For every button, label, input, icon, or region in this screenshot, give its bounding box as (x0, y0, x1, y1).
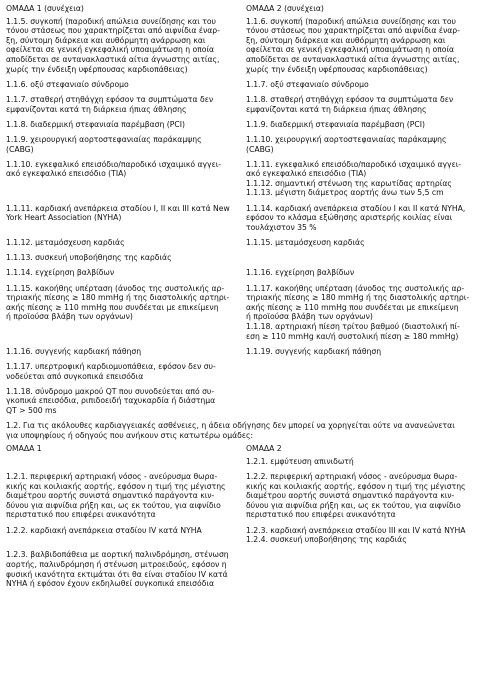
group2-continued-header: ΟΜΑΔΑ 2 (συνέχεια) (246, 4, 324, 13)
group2-condition: 1.2.2. περιφερική αρτηριακή νόσος - ανεύρυσμα θωρα- κικής και κοιλιακής αορτής, εφόσον η τιμή της μέγιστης διαμέτρου αορτής συνιστά σημαντικό παράγοντα κιν- δύνου για αιφνίδια ρήξη και, ως εκ τούτου, για αιφνίδιο περιστατικό που επιφέρει ανικανότητα (246, 472, 466, 520)
group1-condition: 1.1.11. καρδιακή ανεπάρκεια σταδίου I, II και III κατά New York Heart Association (NYHA) (6, 203, 230, 223)
condition-row (6, 550, 478, 588)
group1-condition: 1.2.3. βαλβιδοπάθεια με αορτική παλινδρόμηση, στένωση αορτής, παλινδρόμηση ή στένωση μιτροειδούς, εφόσον η φυσική ικανότητα εκτιμάται ότι θα είναι σταδίου IV κατά NYHA ή εφόσον έχουν εκδηλωθεί συγκοπικά επεισόδια (6, 550, 229, 589)
group2-condition (246, 387, 478, 416)
condition-row (6, 472, 478, 520)
group2-condition (246, 550, 478, 588)
condition-row (6, 160, 478, 198)
condition-row (6, 526, 478, 545)
top-group-headers (6, 4, 478, 14)
condition-row (6, 362, 478, 381)
condition-row (6, 17, 478, 75)
condition-row (6, 347, 478, 357)
group1-condition: 1.2.1. περιφερική αρτηριακή νόσος - ανεύρυσμα θωρα- κικής και κοιλιακής αορτής, εφόσον η τιμή της μέγιστης διαμέτρου αορτής συνιστά σημαντικό παράγοντα κιν- δύνου για αιφνίδια ρήξη και, ως εκ τούτου, για αιφνίδιο περιστατικό που επιφέρει ανικανότητα (6, 472, 226, 520)
group1-condition: 1.1.12. μεταμόσχευση καρδιάς (6, 238, 125, 248)
group1-condition: 1.1.9. χειρουργική αορτοστεφανιαίας παράκαμψης (CABG) (6, 134, 202, 154)
condition-row (6, 284, 478, 342)
group2-condition: 1.1.8. σταθερή στηθάγχη εφόσον τα συμπτώματα δεν εμφανίζονται κατά τη διάρκεια ήπιας άθλησης (246, 94, 454, 114)
group2-condition (246, 253, 478, 263)
group2-condition: 1.1.19. συγγενής καρδιακή πάθηση (246, 346, 382, 356)
condition-row (6, 457, 478, 467)
condition-row (6, 120, 478, 130)
bottom-group-headers (6, 444, 478, 454)
group1-condition (6, 457, 238, 467)
group1-condition: 1.1.10. εγκεφαλικό επεισόδιο/παροδικό ισχαιμικό αγγει- ακό εγκεφαλικό επεισόδιο (TIA) (6, 159, 222, 179)
condition-row (6, 387, 478, 416)
section-1-2-intro: 1.2. Για τις ακόλουθες καρδιαγγειακές ασθένειες, η άδεια οδήγησης δεν μπορεί να χορηγείται ούτε να ανανεώνεται για υποψηφίους ή οδηγούς που ανήκουν στις κατωτέρω ομάδες: (6, 421, 455, 440)
condition-row (6, 135, 478, 154)
condition-row (6, 95, 478, 114)
group2-condition: 1.1.17. κακοήθης υπέρταση (άνοδος της συστολικής αρ- τηριακής πίεσης ≥ 180 mmHg ή της διαστολικής αρτηρι- ακής πίεσης ≥ 110 mmHg που συνδέεται με επικείμενη ή προϊούσα βλάβη των οργάνων) 1.1.18. αρτηριακή πίεση τρίτου βαθμού (διαστολική πί- εση ≥ 110 mmHg και/ή συστολική πίεση ≥ 180 mmHg) (246, 283, 470, 341)
group1-condition: 1.1.17. υπερτροφική καρδιομυοπάθεια, εφόσον δεν συ- νοδεύεται από συγκοπικά επεισόδια (6, 361, 216, 381)
condition-row (6, 80, 478, 90)
group1-condition: 1.2.2. καρδιακή ανεπάρκεια σταδίου IV κατά NYHA (6, 525, 202, 535)
group1-condition: 1.1.5. συγκοπή (παροδική απώλεια συνείδησης και του τόνου στάσεως που χαρακτηρίζεται από αιφνίδια έναρ- ξη, σύντομη διάρκεια και αυθόρμητη ανάρρωση και οφείλεται σε γενική εγκεφαλική υποαιμάτωση η οποία αποδίδεται σε αντανακλαστικά αίτια άγνωστης αιτίας, χωρίς την ένδειξη υφέρπουσας καρδιοπάθειας) (6, 16, 220, 74)
group1-condition: 1.1.18. σύνδρομο μακρού QT που συνοδεύεται από συ- γκοπικά επεισόδια, ριπιδοειδή ταχυκαρδία ή διάστημα QT > 500 ms (6, 386, 216, 415)
document-page (6, 4, 478, 594)
group2-condition: 1.1.16. εγχείρηση βαλβίδων (246, 268, 355, 278)
condition-row (6, 204, 478, 233)
group2-condition (246, 362, 478, 381)
group2-condition: 1.2.3. καρδιακή ανεπάρκεια σταδίου III και IV κατά NYHA 1.2.4. συσκευή υποβοήθησης της καρδιάς (246, 525, 466, 545)
group1-condition: 1.1.13. συσκευή υποβοήθησης της καρδιάς (6, 253, 172, 263)
group2-condition: 1.1.7. οξύ στεφανιαίο σύνδρομο (246, 79, 369, 89)
group2-header: ΟΜΑΔΑ 2 (246, 444, 282, 454)
group2-condition: 1.1.6. συγκοπή (παροδική απώλεια συνείδησης και του τόνου στάσεως που χαρακτηρίζεται από αιφνίδια έναρ- ξη, σύντομη διάρκεια και αυθόρμητη ανάρρωση και οφείλεται σε γενική εγκεφαλική υποαιμάτωση η οποία αποδίδεται σε αντανακλαστικά αίτια άγνωστης αιτίας, χωρίς την ένδειξη υφέρπουσας καρδιοπάθειας) (246, 16, 460, 74)
group1-condition: 1.1.15. κακοήθης υπέρταση (άνοδος της συστολικής αρ- τηριακής πίεσης ≥ 180 mmHg ή της διαστολικής αρτηρι- ακής πίεσης ≥ 110 mmHg που συνδέεται με επικείμενη ή προϊούσα βλάβη των οργάνων) (6, 283, 230, 322)
condition-row (6, 253, 478, 263)
bottom-conditions-table (6, 457, 478, 589)
condition-row (6, 268, 478, 278)
group2-condition: 1.1.15. μεταμόσχευση καρδιάς (246, 238, 365, 248)
group1-condition: 1.1.14. εγχείρηση βαλβίδων (6, 268, 115, 278)
group1-continued-header: ΟΜΑΔΑ 1 (συνέχεια) (6, 4, 84, 13)
group1-condition: 1.1.6. οξύ στεφανιαίο σύνδρομο (6, 79, 129, 89)
group2-condition: 1.1.10. χειρουργική αορτοστεφανιαίας παράκαμψης (CABG) (246, 134, 447, 154)
group1-condition: 1.1.8. διαδερμική στεφανιαία παρέμβαση (PCI) (6, 119, 185, 129)
group1-header: ΟΜΑΔΑ 1 (6, 444, 42, 454)
condition-row (6, 238, 478, 248)
top-conditions-table (6, 17, 478, 416)
group1-condition: 1.1.7. σταθερή στηθάγχη εφόσον τα συμπτώματα δεν εμφανίζονται κατά τη διάρκεια ήπιας άθλησης (6, 94, 214, 114)
group2-condition: 1.2.1. εμφύτευση απινιδωτή (246, 456, 354, 466)
group2-condition: 1.1.9. διαδερμική στεφανιαία παρέμβαση (PCI) (246, 119, 425, 129)
group2-condition: 1.1.11. εγκεφαλικό επεισόδιο/παροδικό ισχαιμικό αγγει- ακό εγκεφαλικό επεισόδιο (TIA) 1.1.12. σημαντική στένωση της καρωτίδας αρτηρίας 1.1.13. μέγιστη διάμετρος αορτής άνω των 5,5 cm (246, 159, 462, 198)
group2-condition: 1.1.14. καρδιακή ανεπάρκεια σταδίου I και II κατά NYHA, εφόσον το κλάσμα εξώθησης αριστερής κοιλίας είναι τουλάχιστον 35 % (246, 203, 466, 232)
group1-condition: 1.1.16. συγγενής καρδιακή πάθηση (6, 346, 142, 356)
